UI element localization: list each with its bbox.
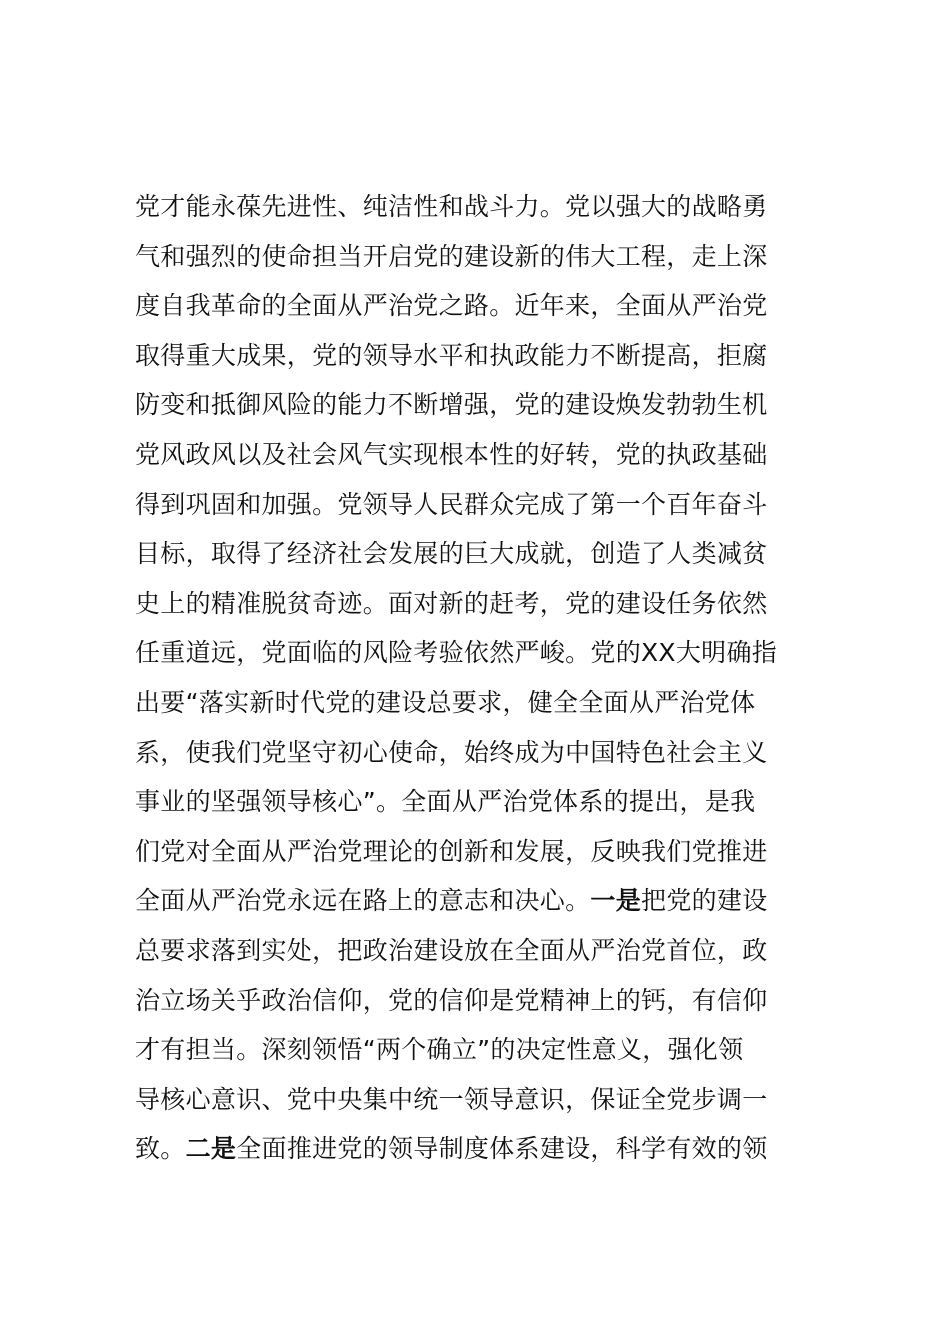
- line-text: 党风政风以及社会风气实现根本性的好转，党的执政基础: [135, 439, 768, 469]
- line-text: 史上的精准脱贫奇迹。面对新的赶考，党的建设任务依然: [135, 588, 768, 618]
- line-text: 党才能永葆先进性、纯洁性和战斗力。党以强大的战略勇: [135, 192, 768, 221]
- text-line-2: [135, 232, 855, 282]
- text-line-7: [135, 480, 855, 530]
- line-text: 防变和抵御风险的能力不断增强，党的建设焕发勃勃生机: [135, 390, 768, 420]
- line-text: 取得重大成果，党的领导水平和执政能力不断提高，拒腐: [135, 340, 768, 370]
- text-line-14: [135, 827, 855, 877]
- bold-marker-second: 二是: [185, 1134, 237, 1164]
- line-text: 致。: [135, 1134, 186, 1164]
- text-line-4: [135, 331, 855, 381]
- text-line-15: [135, 876, 855, 926]
- line-text: 出要“落实新时代党的建设总要求，健全全面从严治党体: [135, 687, 756, 717]
- line-text: 度自我革命的全面从严治党之路。近年来，全面从严治党: [135, 291, 768, 321]
- text-line-10: [135, 628, 855, 678]
- line-text: 总要求落到实处，把政治建设放在全面从严治党首位，政: [135, 935, 768, 965]
- line-text: 目标，取得了经济社会发展的巨大成就，创造了人类减贫: [135, 539, 768, 569]
- line-text: 任重道远，党面临的风险考验依然严峻。党的XX大明确指: [135, 638, 778, 668]
- text-line-19: [135, 1075, 855, 1125]
- line-text: 导核心意识、党中央集中统一领导意识，保证全党步调一: [135, 1084, 768, 1114]
- text-line-18: [135, 1025, 855, 1075]
- line-text: 全面推进党的领导制度体系建设，科学有效的领: [236, 1134, 768, 1164]
- text-line-20: [135, 1124, 855, 1174]
- text-line-5: [135, 380, 855, 430]
- body-text: [135, 182, 855, 1174]
- text-line-3: [135, 281, 855, 331]
- text-line-11: [135, 678, 855, 728]
- text-line-17: [135, 976, 855, 1026]
- text-line-6: [135, 430, 855, 480]
- text-line-16: [135, 926, 855, 976]
- text-line-8: [135, 529, 855, 579]
- line-text: 系，使我们党坚守初心使命，始终成为中国特色社会主义: [135, 737, 768, 767]
- line-text: 治立场关乎政治信仰，党的信仰是党精神上的钙，有信仰: [135, 985, 768, 1015]
- line-text: 得到巩固和加强。党领导人民群众完成了第一个百年奋斗: [135, 489, 768, 519]
- text-line-1: [135, 182, 855, 232]
- line-text: 事业的坚强领导核心”。全面从严治党体系的提出，是我: [135, 787, 756, 817]
- text-line-9: [135, 579, 855, 629]
- line-text: 们党对全面从严治党理论的创新和发展，反映我们党推进: [135, 836, 768, 866]
- text-line-13: [135, 777, 855, 827]
- bold-marker-first: 一是: [590, 886, 642, 916]
- text-line-12: [135, 728, 855, 778]
- line-text: 气和强烈的使命担当开启党的建设新的伟大工程，走上深: [135, 241, 768, 271]
- line-text: 把党的建设: [641, 886, 768, 916]
- line-text: 才有担当。深刻领悟“两个确立”的决定性意义，强化领: [135, 1035, 744, 1065]
- line-text: 全面从严治党永远在路上的意志和决心。: [135, 886, 591, 916]
